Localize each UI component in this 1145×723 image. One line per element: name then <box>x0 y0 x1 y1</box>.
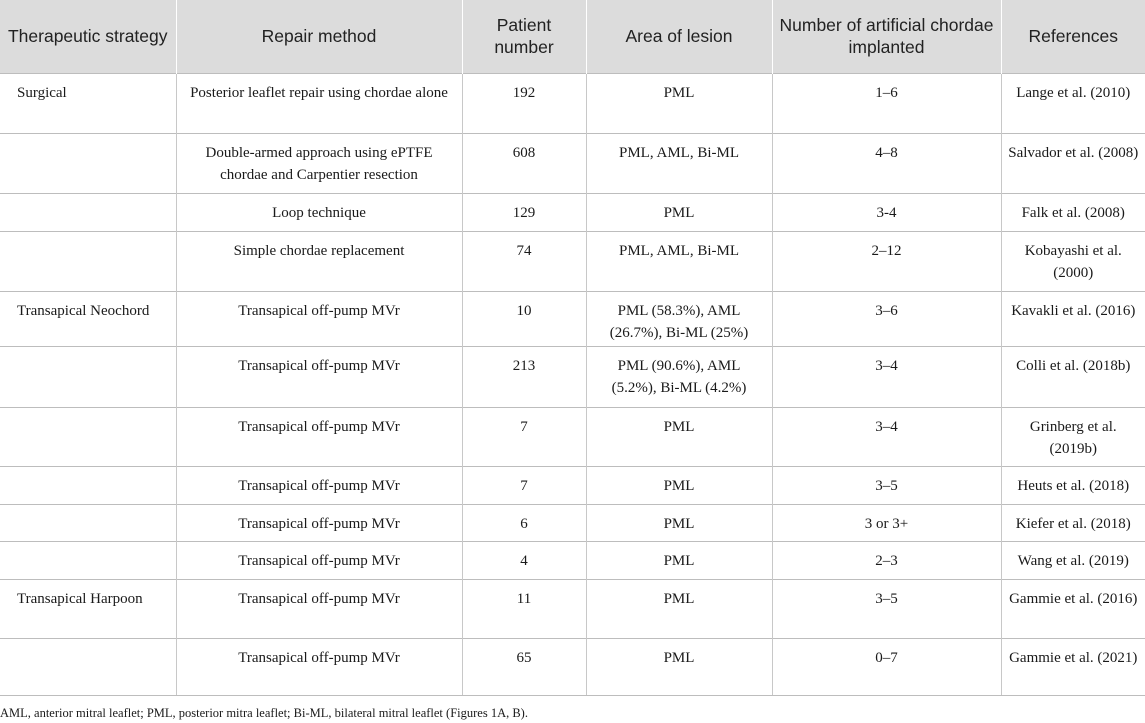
strategy-cell <box>0 466 176 504</box>
area-of-lesion-cell: PML <box>586 466 772 504</box>
chordae-cell: 2–12 <box>772 231 1001 291</box>
patient-number-cell: 129 <box>462 193 586 231</box>
chordae-cell: 3–5 <box>772 579 1001 638</box>
chordae-cell: 3-4 <box>772 193 1001 231</box>
strategy-cell <box>0 193 176 231</box>
repair-method-cell: Transapical off-pump MVr <box>176 407 462 466</box>
area-of-lesion-cell: PML <box>586 638 772 695</box>
chordae-cell: 3–4 <box>772 407 1001 466</box>
chordae-cell: 3 or 3+ <box>772 504 1001 541</box>
patient-number-cell: 7 <box>462 407 586 466</box>
strategy-cell <box>0 133 176 193</box>
strategy-cell <box>0 638 176 695</box>
patient-number-cell: 11 <box>462 579 586 638</box>
area-of-lesion-cell: PML <box>586 193 772 231</box>
chordae-cell: 3–4 <box>772 346 1001 407</box>
header-number-of-chordae: Number of artificial chordae implanted <box>772 0 1001 73</box>
repair-method-cell: Loop technique <box>176 193 462 231</box>
patient-number-cell: 213 <box>462 346 586 407</box>
reference-cell: Falk et al. (2008) <box>1001 193 1145 231</box>
table-row <box>0 73 1145 133</box>
table-row <box>0 541 1145 579</box>
area-of-lesion-cell: PML <box>586 73 772 133</box>
table-row <box>0 231 1145 291</box>
patient-number-cell: 7 <box>462 466 586 504</box>
header-repair-method: Repair method <box>176 0 462 73</box>
repair-method-cell: Double-armed approach using ePTFE chordae and Carpentier resection <box>176 133 462 193</box>
patient-number-cell: 10 <box>462 291 586 346</box>
strategy-cell: Surgical <box>0 73 176 133</box>
header-references: References <box>1001 0 1145 73</box>
area-of-lesion-cell: PML <box>586 579 772 638</box>
strategy-cell: Transapical Neochord <box>0 291 176 346</box>
table-row <box>0 407 1145 466</box>
chordae-cell: 2–3 <box>772 541 1001 579</box>
repair-method-cell: Transapical off-pump MVr <box>176 638 462 695</box>
repair-method-cell: Transapical off-pump MVr <box>176 291 462 346</box>
area-of-lesion-cell: PML <box>586 407 772 466</box>
patient-number-cell: 608 <box>462 133 586 193</box>
chordae-cell: 4–8 <box>772 133 1001 193</box>
reference-cell: Gammie et al. (2016) <box>1001 579 1145 638</box>
repair-method-cell: Simple chordae replacement <box>176 231 462 291</box>
area-of-lesion-cell: PML <box>586 504 772 541</box>
repair-method-cell: Transapical off-pump MVr <box>176 579 462 638</box>
patient-number-cell: 4 <box>462 541 586 579</box>
area-of-lesion-cell: PML <box>586 541 772 579</box>
table-row <box>0 579 1145 638</box>
patient-number-cell: 65 <box>462 638 586 695</box>
patient-number-cell: 74 <box>462 231 586 291</box>
chordae-cell: 3–5 <box>772 466 1001 504</box>
strategy-cell: Transapical Harpoon <box>0 579 176 638</box>
table-row <box>0 504 1145 541</box>
repair-method-cell: Transapical off-pump MVr <box>176 504 462 541</box>
reference-cell: Heuts et al. (2018) <box>1001 466 1145 504</box>
area-of-lesion-cell: PML (90.6%), AML (5.2%), Bi-ML (4.2%) <box>586 346 772 407</box>
strategy-cell <box>0 407 176 466</box>
reference-cell: Kavakli et al. (2016) <box>1001 291 1145 346</box>
patient-number-cell: 192 <box>462 73 586 133</box>
table-row <box>0 193 1145 231</box>
reference-cell: Wang et al. (2019) <box>1001 541 1145 579</box>
table-row <box>0 466 1145 504</box>
repair-method-cell: Transapical off-pump MVr <box>176 346 462 407</box>
chordae-cell: 0–7 <box>772 638 1001 695</box>
header-therapeutic-strategy: Therapeutic strategy <box>0 0 176 73</box>
area-of-lesion-cell: PML, AML, Bi-ML <box>586 231 772 291</box>
strategy-cell <box>0 504 176 541</box>
area-of-lesion-cell: PML (58.3%), AML (26.7%), Bi-ML (25%) <box>586 291 772 346</box>
header-patient-number: Patient number <box>462 0 586 73</box>
chordae-cell: 3–6 <box>772 291 1001 346</box>
repair-method-cell: Transapical off-pump MVr <box>176 541 462 579</box>
table-row <box>0 346 1145 407</box>
strategy-cell <box>0 231 176 291</box>
reference-cell: Salvador et al. (2008) <box>1001 133 1145 193</box>
area-of-lesion-cell: PML, AML, Bi-ML <box>586 133 772 193</box>
header-row <box>0 0 1145 73</box>
strategy-cell <box>0 541 176 579</box>
reference-cell: Gammie et al. (2021) <box>1001 638 1145 695</box>
reference-cell: Colli et al. (2018b) <box>1001 346 1145 407</box>
reference-cell: Grinberg et al. (2019b) <box>1001 407 1145 466</box>
reference-cell: Lange et al. (2010) <box>1001 73 1145 133</box>
reference-cell: Kiefer et al. (2018) <box>1001 504 1145 541</box>
strategy-cell <box>0 346 176 407</box>
chordae-cell: 1–6 <box>772 73 1001 133</box>
repair-method-cell: Posterior leaflet repair using chordae alone <box>176 73 462 133</box>
table-row <box>0 291 1145 346</box>
reference-cell: Kobayashi et al. (2000) <box>1001 231 1145 291</box>
table-footnote: AML, anterior mitral leaflet; PML, posterior mitra leaflet; Bi-ML, bilateral mitral leaflet (Figures 1A, B). <box>0 706 528 720</box>
header-area-of-lesion: Area of lesion <box>586 0 772 73</box>
repair-method-cell: Transapical off-pump MVr <box>176 466 462 504</box>
patient-number-cell: 6 <box>462 504 586 541</box>
table-row <box>0 638 1145 695</box>
table-row <box>0 133 1145 193</box>
